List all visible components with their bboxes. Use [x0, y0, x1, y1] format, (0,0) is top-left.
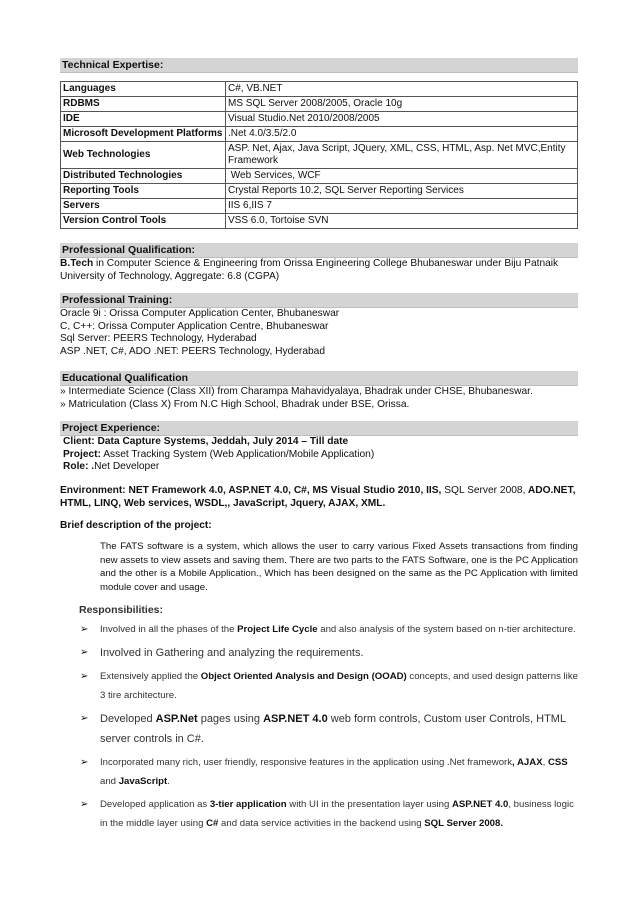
resp-bold: CSS — [547, 757, 568, 768]
row-value: ASP. Net, Ajax, Java Script, JQuery, XML, CSS, HTML, Asp. Net MVC,Entity Framework — [226, 142, 578, 169]
project-experience-heading: Project Experience: — [60, 421, 578, 436]
table-row — [61, 169, 578, 184]
resp-text: with UI in the presentation layer using — [286, 799, 452, 810]
environment-text — [60, 484, 578, 510]
table-row — [61, 199, 578, 214]
table-row — [61, 112, 578, 127]
environment-bold: Environment: NET Framework 4.0, ASP.NET 4.0, C#, MS Visual Studio 2010, IIS, — [60, 484, 442, 496]
table-row — [61, 184, 578, 199]
brief-heading: Brief description of the project: — [60, 519, 212, 531]
row-key: Web Technologies — [61, 142, 226, 169]
resp-text: Involved in all the phases of the — [100, 624, 238, 635]
degree-label: B.Tech — [60, 258, 94, 269]
row-value: MS SQL Server 2008/2005, Oracle 10g — [226, 97, 578, 112]
row-value: Web Services, WCF — [226, 169, 578, 184]
role-line — [60, 461, 578, 474]
arrow-bullet-icon: ➢ — [80, 647, 89, 658]
list-item — [80, 667, 578, 705]
training-line: Sql Server: PEERS Technology, Hyderabad — [60, 333, 257, 344]
environment-normal: SQL Server 2008, — [441, 484, 526, 496]
responsibilities-heading: Responsibilities: — [79, 604, 164, 616]
resp-text: Involved in Gathering and analyzing the requirements. — [100, 647, 364, 659]
arrow-bullet-icon: ➢ — [80, 671, 89, 682]
row-key: Version Control Tools — [61, 214, 226, 229]
resp-bold: ASP.NET 4.0 — [263, 713, 328, 725]
row-value: IIS 6,IIS 7 — [226, 199, 578, 214]
resume-page — [60, 58, 578, 837]
table-row — [61, 214, 578, 229]
resp-bold: ASP.Net — [155, 713, 198, 725]
resp-bold: ASP.NET 4.0 — [451, 799, 509, 810]
row-key: Reporting Tools — [61, 184, 226, 199]
list-item — [80, 709, 578, 749]
arrow-bullet-icon: ➢ — [80, 624, 89, 635]
professional-qualification-heading: Professional Qualification: — [60, 243, 578, 258]
row-value: Visual Studio.Net 2010/2008/2005 — [226, 112, 578, 127]
row-key: Languages — [61, 82, 226, 97]
list-item — [80, 795, 578, 833]
resp-text: Extensively applied the — [100, 671, 201, 682]
responsibilities-list — [60, 620, 578, 833]
project-label: Project: — [63, 448, 101, 460]
project-line — [60, 449, 578, 462]
resp-text: and also analysis of the system based on n-tier architecture. — [317, 624, 576, 635]
row-value: Crystal Reports 10.2, SQL Server Reporting Services — [226, 184, 578, 199]
resp-bold: Project Life Cycle — [237, 624, 318, 635]
table-row — [61, 97, 578, 112]
resp-bold: Object Oriented Analysis and Design (OOAD) — [200, 671, 407, 682]
resp-bold: JavaScript — [118, 776, 168, 787]
arrow-bullet-icon: ➢ — [80, 757, 89, 768]
row-value: VSS 6.0, Tortoise SVN — [226, 214, 578, 229]
row-value: C#, VB.NET — [226, 82, 578, 97]
professional-training-heading: Professional Training: — [60, 293, 578, 308]
row-value: .Net 4.0/3.5/2.0 — [226, 127, 578, 142]
role-dot: . — [88, 461, 95, 472]
list-item — [80, 643, 578, 663]
list-item — [80, 620, 578, 639]
row-key: Microsoft Development Platforms — [61, 127, 226, 142]
client-value: Data Capture Systems, Jeddah, July 2014 – Till date — [94, 436, 349, 447]
role-label: Role: — [63, 461, 89, 472]
resp-text: web form controls, Custom user Controls, HTML server controls in C#. — [100, 713, 566, 745]
education-line: » Matriculation (Class X) From N.C High School, Bhadrak under BSE, Orissa. — [60, 398, 410, 410]
row-key: Servers — [61, 199, 226, 214]
resp-text: Developed application as — [100, 799, 210, 810]
resp-bold: C# — [206, 818, 219, 829]
resp-bold: 3-tier application — [209, 799, 287, 810]
brief-description: The FATS software is a system, which allows the user to carry various Fixed Assets transactions from finding new assets to view assets and saving them. There are two parts to the FATS Software, one is the PC Application and the other is a Mobile Application., Which has been designed on the same as the PC Application with limited module cover and usage. — [100, 541, 578, 593]
table-row — [61, 142, 578, 169]
client-label: Client: — [63, 436, 95, 447]
table-row — [61, 82, 578, 97]
resp-text: , — [542, 757, 548, 768]
resp-text: and data service activities in the backend using — [218, 818, 425, 829]
arrow-bullet-icon: ➢ — [80, 799, 89, 810]
row-key: Distributed Technologies — [61, 169, 226, 184]
resp-text: and — [100, 776, 119, 787]
technical-expertise-table — [60, 81, 578, 229]
client-line — [60, 436, 578, 449]
resp-text: Incorporated many rich, user friendly, responsive features in the application using .Net framework — [100, 757, 513, 768]
role-value: Net Developer — [94, 461, 160, 472]
environment-bold-2: ADO.NET, HTML, LINQ, Web services, WSDL,, JavaScript, Jquery, AJAX, XML. — [60, 484, 576, 509]
training-line: C, C++: Orissa Computer Application Centre, Bhubaneswar — [60, 320, 329, 332]
resp-text: . — [167, 776, 170, 787]
resp-text: , business logic in the middle layer using — [100, 799, 574, 829]
arrow-bullet-icon: ➢ — [80, 713, 89, 724]
row-key: RDBMS — [61, 97, 226, 112]
resp-bold: , AJAX — [512, 757, 543, 768]
degree-detail: in Computer Science & Engineering from Orissa Engineering College Bhubaneswar under Biju Patnaik University of Technology, Aggregate: 6.8 (CGPA) — [60, 258, 559, 282]
training-line: Oracle 9i : Orissa Computer Application Center, Bhubaneswar — [60, 308, 340, 319]
table-row — [61, 127, 578, 142]
qualification-text — [60, 258, 578, 283]
resp-text: concepts, and used design patterns like 3 tire architecture. — [100, 671, 578, 701]
resp-text: pages using — [197, 713, 264, 725]
training-line: ASP .NET, C#, ADO .NET: PEERS Technology, Hyderabad — [60, 345, 325, 357]
educational-qualification-heading: Educational Qualification — [60, 371, 578, 386]
technical-expertise-heading: Technical Expertise: — [60, 58, 578, 73]
row-key: IDE — [61, 112, 226, 127]
education-line: » Intermediate Science (Class XII) from Charampa Mahavidyalaya, Bhadrak under CHSE, Bhubaneswar. — [60, 386, 533, 397]
list-item — [80, 753, 578, 791]
project-value: Asset Tracking System (Web Application/Mobile Application) — [100, 448, 375, 460]
resp-bold: SQL Server 2008. — [424, 818, 504, 829]
resp-text: Developed — [100, 713, 156, 725]
